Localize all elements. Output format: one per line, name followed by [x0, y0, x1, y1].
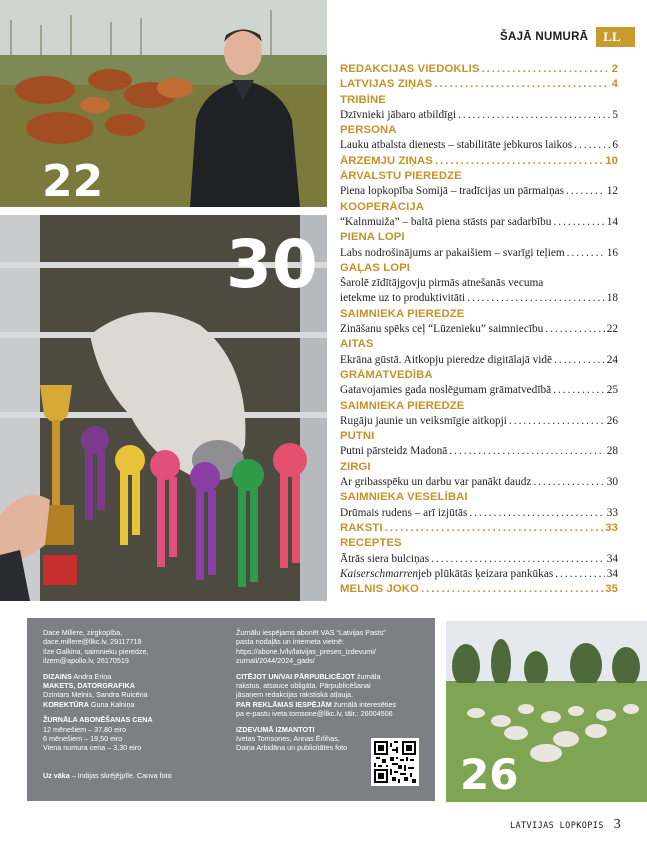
- price-line: 12 mēnešiem – 37,80 eiro: [43, 724, 127, 734]
- photo-credits-line: Daiņa Arbidāna un publicitātes foto: [236, 743, 348, 753]
- toc-page-number: 6: [612, 139, 618, 152]
- toc-section-heading[interactable]: [340, 461, 618, 476]
- toc-entry-title: PERSONA: [340, 124, 397, 137]
- toc-article-entry[interactable]: [340, 354, 618, 369]
- toc-entry-title: GRĀMATVEDĪBA: [340, 368, 433, 381]
- toc-header: [500, 27, 635, 47]
- toc-entry-title: LATVIJAS ZIŅAS: [340, 78, 433, 91]
- toc-page-number: 35: [605, 583, 618, 596]
- toc-leader-dots: [421, 583, 603, 595]
- toc-article-entry[interactable]: [340, 185, 618, 200]
- toc-entry-title: Rugāju jaunie un veiksmīgie aitkopji: [340, 414, 507, 427]
- toc-section-heading[interactable]: [340, 231, 618, 246]
- toc-entry-title: Lauku atbalsta dienests – stabilitāte jebkuros laikos: [340, 139, 573, 152]
- ads-contact: pa e-pastu iveta.tomsone@llkc.lv, tālr.: 26004506: [236, 709, 393, 719]
- toc-entry-title: Drūmais rudens – arī izjūtās: [340, 506, 468, 519]
- toc-entry-title: ZIRGI: [340, 460, 371, 473]
- toc-article-entry[interactable]: [340, 568, 618, 583]
- toc-page-number: 24: [606, 353, 618, 366]
- toc-leader-dots: [385, 522, 604, 534]
- toc-entry-title: Gatavojamies gada noslēgumam grāmatvedībā: [340, 384, 552, 397]
- toc-section-heading[interactable]: [340, 170, 618, 185]
- magazine-name: LATVIJAS LOPKOPIS: [510, 821, 604, 831]
- toc-title: ŠAJĀ NUMURĀ: [500, 31, 589, 43]
- toc-entry-title-rest: jeb plūkātās ķeizara pankūkas: [418, 567, 554, 580]
- ads-line: PAR REKLĀMAS IESPĒJĀM žurnālā interesēties: [236, 699, 397, 709]
- layout-label: MAKETS, DATORGRAFIKA: [43, 681, 135, 691]
- page-ref-number-22: 22: [42, 156, 104, 207]
- toc-entry-title: SAIMNIEKA PIEREDZE: [340, 307, 465, 320]
- contact-line: Dace Millere, zirgkopība,: [43, 628, 123, 637]
- toc-entry-title: TRIBĪNE: [340, 93, 386, 106]
- toc-leader-dots: [481, 63, 609, 75]
- contact-line: dace.millere@llkc.lv, 29117718: [43, 637, 142, 647]
- toc-entry-title: SAIMNIEKA PIEREDZE: [340, 399, 465, 412]
- toc-leader-dots: [469, 507, 604, 519]
- toc-section-heading[interactable]: [340, 338, 618, 353]
- toc-entry-title: REDAKCIJAS VIEDOKLIS: [340, 63, 480, 75]
- qr-code-icon: [374, 741, 416, 783]
- toc-section-heading[interactable]: [340, 78, 618, 93]
- toc-leader-dots: [431, 553, 605, 565]
- citation-line: rakstus, atsauce obligāta. Pārpublicēšanai: [236, 681, 371, 691]
- toc-entry-title: MELNIS JOKO: [340, 583, 419, 596]
- toc-section-heading[interactable]: [340, 369, 618, 384]
- toc-page-number: 18: [606, 292, 618, 305]
- toc-entry-title: “Kalnmuiža” – baltā piena stāsts par sadarbību: [340, 215, 552, 228]
- toc-article-entry[interactable]: [340, 384, 618, 399]
- qr-code[interactable]: [371, 738, 419, 786]
- toc-entry-title: Ātrās siera bulciņas: [340, 552, 430, 565]
- toc-entry-title: GAĻAS LOPI: [340, 261, 411, 274]
- toc-section-heading[interactable]: [340, 262, 618, 277]
- toc-article-entry[interactable]: [340, 292, 618, 307]
- toc-section-heading[interactable]: [340, 201, 618, 216]
- toc-leader-dots: [566, 185, 605, 197]
- citation-line: CITĒJOT UN/VAI PĀRPUBLICĒJOT žurnāla: [236, 671, 381, 681]
- imprint-box: [27, 618, 435, 801]
- toc-leader-dots: [555, 568, 604, 580]
- toc-leader-dots: [553, 216, 604, 228]
- toc-entry-title: SAIMNIEKA VESELĪBAI: [340, 491, 468, 504]
- toc-page-number: 16: [606, 246, 618, 259]
- toc-entry-title: Ekrāna gūstā. Aitkopju pieredze digitālajā vidē: [340, 353, 553, 366]
- toc-entry-title: Labs nodrošinājums ar pakaišiem – svarīgi teļiem: [340, 246, 565, 259]
- toc-page-number: 26: [606, 414, 618, 427]
- toc-entry-title: ĀRVALSTU PIEREDZE: [340, 170, 462, 183]
- toc-entry-title: Zināšanu spēks ceļ “Lūzenieku” saimniecību: [340, 323, 544, 336]
- page-ref-number-26: 26: [460, 750, 519, 799]
- proofreading-line: KOREKTŪRA Guna Kalniņa: [43, 699, 135, 709]
- toc-page-number: 12: [606, 185, 618, 198]
- toc-leader-dots: [574, 139, 610, 151]
- designer-line: DIZAINS Andra Eriņa: [43, 671, 112, 681]
- toc-leader-dots: [434, 78, 609, 90]
- toc-page-number: 4: [611, 78, 618, 91]
- toc-leader-dots: [467, 292, 605, 304]
- cover-caption: Uz vāka – Indijas skrējējpīle. Canva foto: [43, 770, 172, 780]
- citation-line: jāsaņem redakcijas rakstiska atļauja.: [236, 690, 354, 700]
- toc-leader-dots: [458, 109, 610, 121]
- toc-article-entry[interactable]: [340, 553, 618, 568]
- toc-article-entry[interactable]: [340, 277, 618, 292]
- toc-entry-title: Kaiserschmarren: [340, 567, 419, 580]
- toc-entry-title: Šarolē zīdītājgovju pirmās atnešanās vecuma: [340, 277, 544, 290]
- toc-leader-dots: [553, 384, 605, 396]
- toc-entry-title: Putni pārsteidz Madonā: [340, 445, 448, 458]
- toc-leader-dots: [449, 445, 604, 457]
- toc-entry-title: Ar gribasspēku un darbu var panākt daudz: [340, 476, 532, 489]
- toc-leader-dots: [509, 415, 605, 427]
- toc-article-entry[interactable]: [340, 247, 618, 262]
- toc-article-entry[interactable]: [340, 476, 618, 491]
- toc-section-heading[interactable]: [340, 430, 618, 445]
- page-number: 3: [613, 817, 621, 832]
- layout-line: Dzintars Melnis, Sandra Ruicēna: [43, 690, 148, 700]
- toc-section-heading[interactable]: [340, 308, 618, 323]
- toc-article-entry[interactable]: [340, 323, 618, 338]
- imprint-left-column: [43, 628, 213, 780]
- toc-entry-title: ĀRZEMJU ZIŅAS: [340, 154, 433, 167]
- toc-page-number: 33: [606, 506, 618, 519]
- toc-page-number: 14: [606, 215, 618, 228]
- toc-page-number: 33: [605, 521, 618, 534]
- table-of-contents: [340, 63, 618, 598]
- toc-entry-title: PUTNI: [340, 430, 375, 443]
- toc-page-number: 10: [605, 154, 618, 167]
- toc-entry-title: RECEPTES: [340, 537, 402, 550]
- toc-page-number: 34: [606, 567, 618, 580]
- toc-page-number: 30: [606, 476, 618, 489]
- toc-entry-title: ietekme uz to produktivitāti: [340, 292, 466, 305]
- toc-section-heading[interactable]: [340, 583, 618, 598]
- toc-section-heading[interactable]: [340, 124, 618, 139]
- price-label: ŽURNĀLA ABONĒŠANAS CENA: [43, 715, 153, 725]
- toc-leader-dots: [567, 247, 605, 259]
- imprint-right-column: [236, 628, 426, 753]
- toc-article-entry[interactable]: [340, 216, 618, 231]
- page-footer: [510, 817, 621, 833]
- toc-entry-title: Dzīvnieki jābaro atbildīgi: [340, 108, 457, 121]
- toc-section-heading[interactable]: [340, 537, 618, 552]
- toc-section-heading[interactable]: [340, 63, 618, 78]
- toc-page-number: 25: [606, 384, 618, 397]
- toc-entry-title: AITAS: [340, 338, 374, 351]
- toc-section-heading[interactable]: [340, 94, 618, 109]
- toc-entry-title: Piena lopkopība Somijā – tradīcijas un pārmaiņas: [340, 185, 565, 198]
- magazine-code-badge: LL: [596, 27, 634, 47]
- price-line: 6 mēnešiem – 19,50 eiro: [43, 734, 123, 744]
- toc-article-entry[interactable]: [340, 507, 618, 522]
- subscription-link[interactable]: zurnali/2044/2024_gads/: [236, 656, 315, 666]
- toc-leader-dots: [533, 476, 604, 488]
- page-ref-number-30: 30: [226, 226, 318, 303]
- toc-article-entry[interactable]: [340, 445, 618, 460]
- subscription-line: pasta nodaļās un interneta vietnē:: [236, 637, 344, 647]
- photo-credits-line: Ivetas Tomsones, Annas Ērlihas,: [236, 734, 340, 744]
- toc-page-number: 5: [612, 108, 618, 121]
- toc-entry-title: PIENA LOPI: [340, 231, 405, 244]
- subscription-line: Žurnālu iespējams abonēt VAS “Latvijas Pasts”: [236, 628, 386, 637]
- toc-leader-dots: [435, 155, 603, 167]
- toc-entry-title: KOOPERĀCIJA: [340, 200, 424, 213]
- toc-article-entry[interactable]: [340, 415, 618, 430]
- toc-leader-dots: [554, 354, 605, 366]
- toc-section-heading[interactable]: [340, 155, 618, 170]
- contact-line: Ilze Galkina, saimnieku pieredze,: [43, 646, 149, 656]
- toc-page-number: 22: [606, 323, 618, 336]
- toc-leader-dots: [545, 323, 604, 335]
- toc-article-entry[interactable]: [340, 139, 618, 154]
- toc-section-heading[interactable]: [340, 491, 618, 506]
- toc-article-entry[interactable]: [340, 109, 618, 124]
- photo-credits-label: IZDEVUMĀ IZMANTOTI: [236, 724, 315, 734]
- price-line: Viena numura cena – 3,30 eiro: [43, 743, 142, 753]
- toc-entry-title: RAKSTI: [340, 521, 383, 534]
- toc-page-number: 2: [611, 63, 618, 75]
- toc-section-heading[interactable]: [340, 400, 618, 415]
- toc-section-heading[interactable]: [340, 522, 618, 537]
- subscription-link[interactable]: https://abone.lv/lv/latvijas_preses_izdevumi/: [236, 646, 376, 656]
- toc-page-number: 34: [606, 552, 618, 565]
- toc-page-number: 28: [606, 445, 618, 458]
- contact-line: ilzem@apollo.lv, 26170519: [43, 656, 129, 666]
